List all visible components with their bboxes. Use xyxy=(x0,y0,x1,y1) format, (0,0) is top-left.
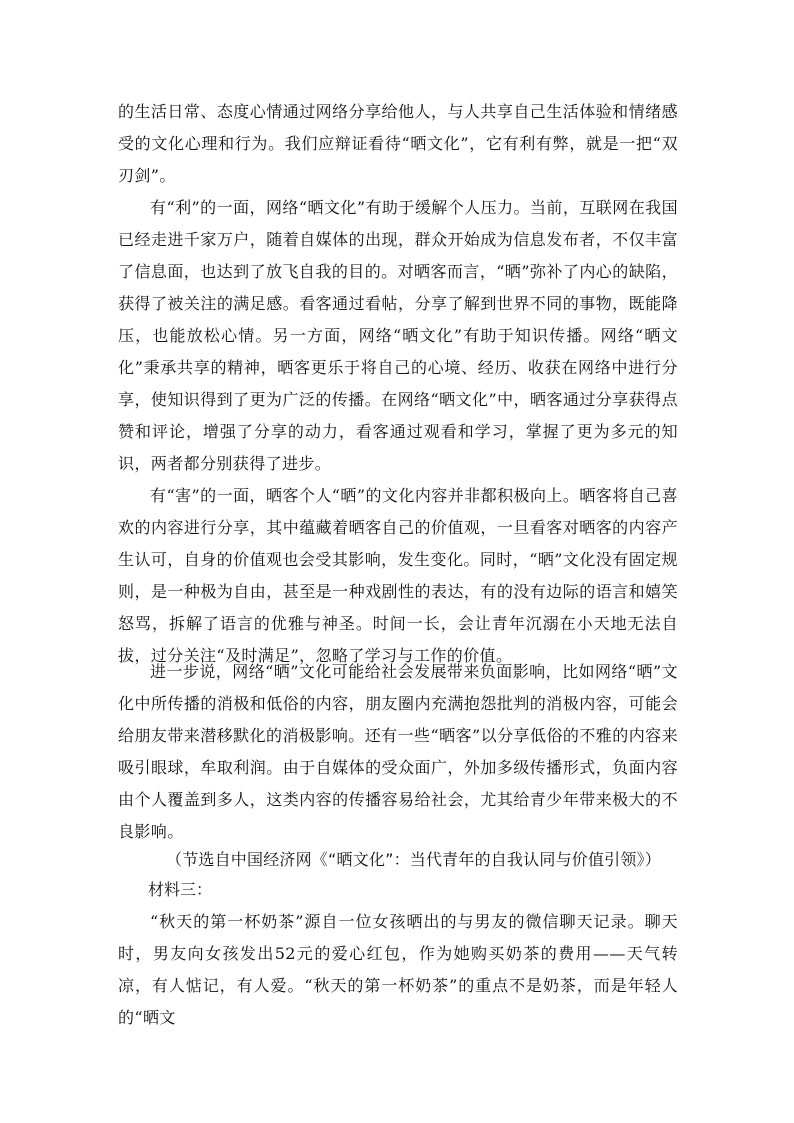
paragraph-material-three xyxy=(118,906,678,1034)
paragraph-social-impact xyxy=(118,656,678,848)
paragraph-text: 有“害”的一面，晒客个人“晒”的文化内容并非都积极向上。晒客将自己喜欢的内容进行分享，其中蕴藏着晒客自己的价值观，一旦看客对晒客的内容产生认可，自身的价值观也会受其影响，发生变化。同时，“晒”文化没有固定规则，是一种极为自由，甚至是一种戏剧性的表达，有的没有边际的语言和嬉笑怒骂，拆解了语言的优雅与神圣。时间一长，会让青年沉溺在小天地无法自拔，过分关注“及时满足”，忽略了学习与工作的价值。 xyxy=(118,486,678,665)
paragraph-text: 进一步说，网络“晒”文化可能给社会发展带来负面影响，比如网络“晒”文化中所传播的消极和低俗的内容，朋友圈内充满抱怨批判的消极内容，可能会给朋友带来潜移默化的消极影响。还有一些“晒客”以分享低俗的不雅的内容来吸引眼球，牟取利润。由于自媒体的受众面广，外加多级传播形式，负面内容由个人覆盖到多人，这类内容的传播容易给社会，尤其给青少年带来极大的不良影响。 xyxy=(118,662,678,841)
source-citation: （节选自中国经济网《“晒文化”：当代青年的自我认同与价值引领》） xyxy=(166,850,661,869)
paragraph-benefits xyxy=(118,192,678,480)
material-label: 材料三： xyxy=(148,880,213,899)
paragraph-harms xyxy=(118,480,678,672)
paragraph-continuation xyxy=(118,96,678,192)
paragraph-text: 的生活日常、态度心情通过网络分享给他人，与人共享自己生活体验和情绪感受的文化心理和行为。我们应辩证看待“晒文化”，它有利有弊，就是一把“双刃剑”。 xyxy=(118,102,678,185)
paragraph-text: 有“利”的一面，网络“晒文化”有助于缓解个人压力。当前，互联网在我国已经走进千家万户，随着自媒体的出现，群众开始成为信息发布者，不仅丰富了信息面，也达到了放飞自我的目的。对晒客而言，“晒”弥补了内心的缺陷，获得了被关注的满足感。看客通过看帖，分享了解到世界不同的事物，既能降压，也能放松心情。另一方面，网络“晒文化”有助于知识传播。网络“晒文化”秉承共享的精神，晒客更乐于将自己的心境、经历、收获在网络中进行分享，使知识得到了更为广泛的传播。在网络“晒文化”中，晒客通过分享获得点赞和评论，增强了分享的动力，看客通过观看和学习，掌握了更为多元的知识，两者都分别获得了进步。 xyxy=(118,198,678,473)
paragraph-text: “秋天的第一杯奶茶”源自一位女孩晒出的与男友的微信聊天记录。聊天时，男友向女孩发出52元的爱心红包，作为她购买奶茶的费用——天气转凉，有人惦记，有人爱。“秋天的第一杯奶茶”的重点不是奶茶，而是年轻人的“晒文 xyxy=(118,912,678,1027)
